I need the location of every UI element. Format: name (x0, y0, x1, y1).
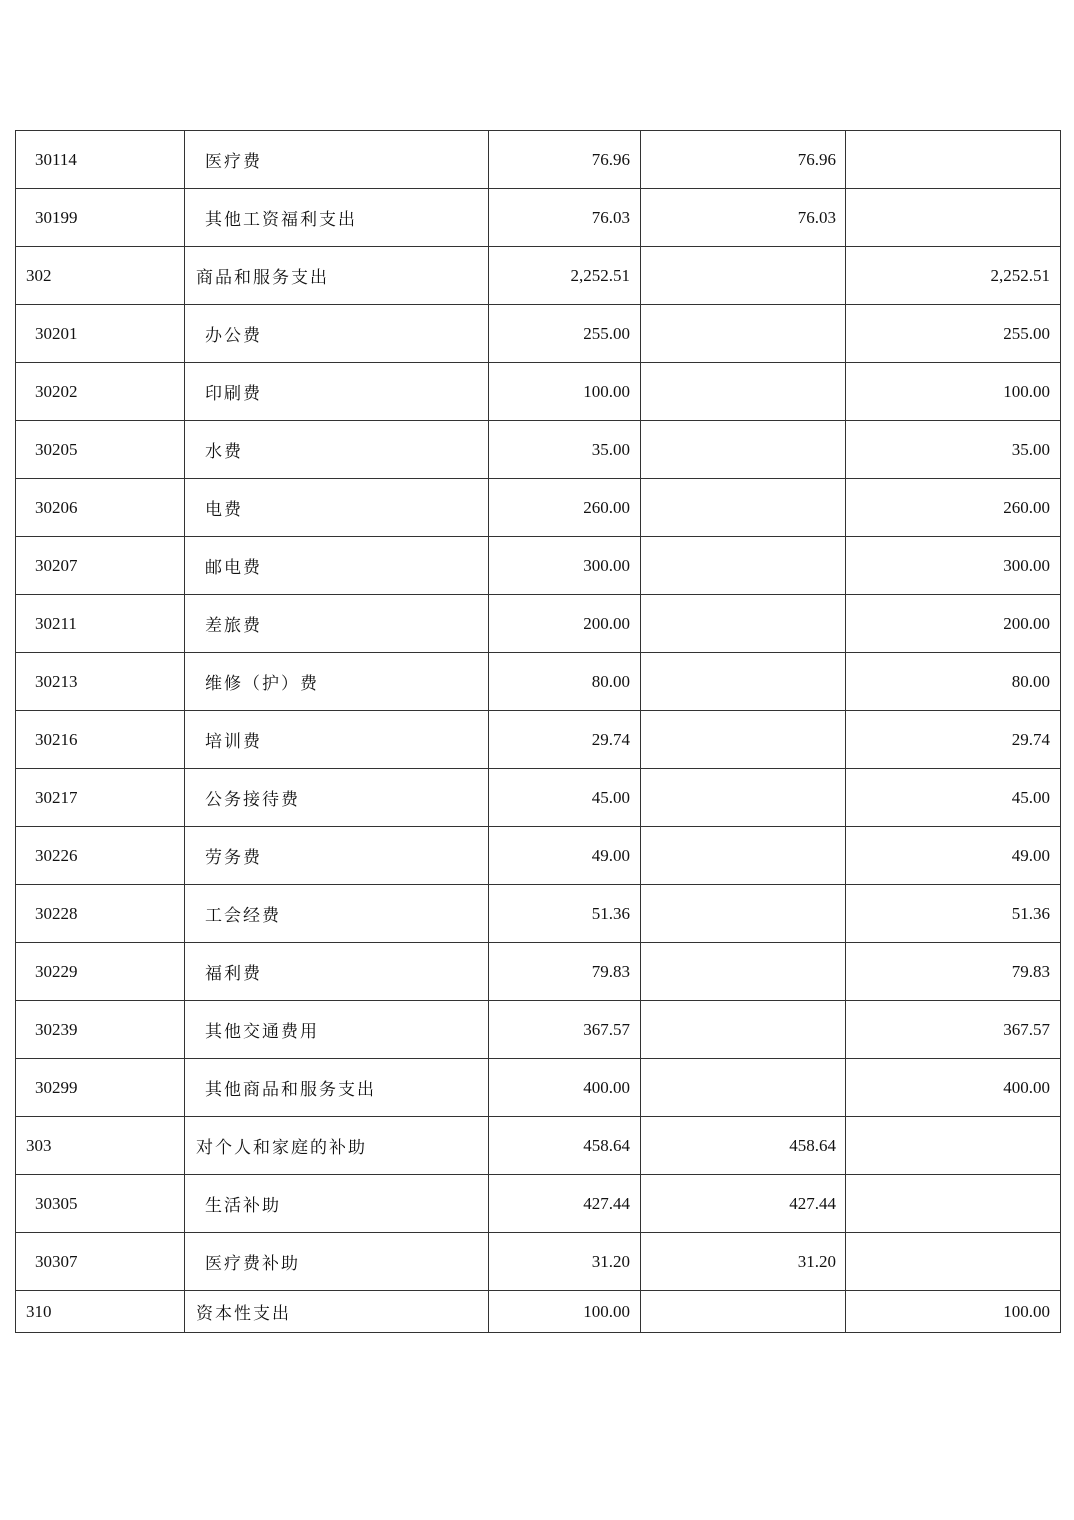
item-name-cell: 公务接待费 (185, 769, 489, 827)
total-amount-cell: 79.83 (489, 943, 641, 1001)
item-name-cell: 差旅费 (185, 595, 489, 653)
project-expenditure-cell (846, 189, 1061, 247)
table-row (16, 1291, 1061, 1333)
total-amount-cell: 260.00 (489, 479, 641, 537)
economic-code-cell: 30307 (16, 1233, 185, 1291)
basic-expenditure-cell (641, 479, 846, 537)
economic-code-cell: 30239 (16, 1001, 185, 1059)
table-row (16, 1175, 1061, 1233)
project-expenditure-cell: 35.00 (846, 421, 1061, 479)
economic-code-cell: 303 (16, 1117, 185, 1175)
total-amount-cell: 80.00 (489, 653, 641, 711)
economic-code-cell: 310 (16, 1291, 185, 1333)
total-amount-cell: 31.20 (489, 1233, 641, 1291)
economic-code-cell: 30199 (16, 189, 185, 247)
item-name-cell: 印刷费 (185, 363, 489, 421)
basic-expenditure-cell (641, 943, 846, 1001)
table-row (16, 421, 1061, 479)
table-row (16, 1233, 1061, 1291)
project-expenditure-cell: 80.00 (846, 653, 1061, 711)
basic-expenditure-cell (641, 537, 846, 595)
total-amount-cell: 367.57 (489, 1001, 641, 1059)
economic-code-cell: 30114 (16, 131, 185, 189)
project-expenditure-cell (846, 1117, 1061, 1175)
economic-code-cell: 30207 (16, 537, 185, 595)
item-name-cell: 医疗费 (185, 131, 489, 189)
total-amount-cell: 76.96 (489, 131, 641, 189)
total-amount-cell: 400.00 (489, 1059, 641, 1117)
project-expenditure-cell (846, 1175, 1061, 1233)
economic-code-cell: 30211 (16, 595, 185, 653)
table-row (16, 711, 1061, 769)
total-amount-cell: 100.00 (489, 1291, 641, 1333)
economic-code-cell: 302 (16, 247, 185, 305)
economic-code-cell: 30305 (16, 1175, 185, 1233)
economic-code-cell: 30299 (16, 1059, 185, 1117)
total-amount-cell: 200.00 (489, 595, 641, 653)
project-expenditure-cell: 100.00 (846, 363, 1061, 421)
total-amount-cell: 100.00 (489, 363, 641, 421)
basic-expenditure-cell (641, 421, 846, 479)
total-amount-cell: 49.00 (489, 827, 641, 885)
economic-code-cell: 30206 (16, 479, 185, 537)
total-amount-cell: 29.74 (489, 711, 641, 769)
item-name-cell: 其他工资福利支出 (185, 189, 489, 247)
basic-expenditure-cell (641, 885, 846, 943)
table-row (16, 131, 1061, 189)
item-name-cell: 电费 (185, 479, 489, 537)
basic-expenditure-cell: 76.96 (641, 131, 846, 189)
project-expenditure-cell: 79.83 (846, 943, 1061, 1001)
item-name-cell: 培训费 (185, 711, 489, 769)
table-body (16, 131, 1061, 1333)
basic-expenditure-cell (641, 1001, 846, 1059)
economic-code-cell: 30213 (16, 653, 185, 711)
total-amount-cell: 427.44 (489, 1175, 641, 1233)
economic-code-cell: 30229 (16, 943, 185, 1001)
table-row (16, 827, 1061, 885)
total-amount-cell: 458.64 (489, 1117, 641, 1175)
project-expenditure-cell: 367.57 (846, 1001, 1061, 1059)
basic-expenditure-cell (641, 595, 846, 653)
item-name-cell: 医疗费补助 (185, 1233, 489, 1291)
economic-code-cell: 30226 (16, 827, 185, 885)
total-amount-cell: 51.36 (489, 885, 641, 943)
item-name-cell: 商品和服务支出 (185, 247, 489, 305)
basic-expenditure-cell: 458.64 (641, 1117, 846, 1175)
table-row (16, 537, 1061, 595)
economic-code-cell: 30216 (16, 711, 185, 769)
table-row (16, 363, 1061, 421)
item-name-cell: 邮电费 (185, 537, 489, 595)
total-amount-cell: 300.00 (489, 537, 641, 595)
table-row (16, 305, 1061, 363)
project-expenditure-cell: 45.00 (846, 769, 1061, 827)
table-row (16, 943, 1061, 1001)
total-amount-cell: 2,252.51 (489, 247, 641, 305)
economic-code-cell: 30228 (16, 885, 185, 943)
item-name-cell: 劳务费 (185, 827, 489, 885)
item-name-cell: 其他交通费用 (185, 1001, 489, 1059)
basic-expenditure-cell: 76.03 (641, 189, 846, 247)
project-expenditure-cell: 255.00 (846, 305, 1061, 363)
total-amount-cell: 35.00 (489, 421, 641, 479)
basic-expenditure-cell (641, 305, 846, 363)
basic-expenditure-cell (641, 1059, 846, 1117)
table-row (16, 1001, 1061, 1059)
basic-expenditure-cell: 427.44 (641, 1175, 846, 1233)
economic-code-cell: 30201 (16, 305, 185, 363)
project-expenditure-cell: 300.00 (846, 537, 1061, 595)
economic-code-cell: 30217 (16, 769, 185, 827)
item-name-cell: 其他商品和服务支出 (185, 1059, 489, 1117)
total-amount-cell: 76.03 (489, 189, 641, 247)
project-expenditure-cell: 100.00 (846, 1291, 1061, 1333)
economic-code-cell: 30202 (16, 363, 185, 421)
item-name-cell: 资本性支出 (185, 1291, 489, 1333)
project-expenditure-cell: 51.36 (846, 885, 1061, 943)
basic-expenditure-cell (641, 1291, 846, 1333)
economic-code-cell: 30205 (16, 421, 185, 479)
basic-expenditure-cell (641, 363, 846, 421)
project-expenditure-cell: 400.00 (846, 1059, 1061, 1117)
item-name-cell: 办公费 (185, 305, 489, 363)
table-row (16, 653, 1061, 711)
item-name-cell: 维修（护）费 (185, 653, 489, 711)
table-row (16, 247, 1061, 305)
total-amount-cell: 45.00 (489, 769, 641, 827)
basic-expenditure-cell (641, 653, 846, 711)
table-row (16, 1117, 1061, 1175)
table-row (16, 769, 1061, 827)
budget-expenditure-table (15, 130, 1061, 1333)
item-name-cell: 水费 (185, 421, 489, 479)
project-expenditure-cell: 2,252.51 (846, 247, 1061, 305)
table-row (16, 885, 1061, 943)
project-expenditure-cell: 260.00 (846, 479, 1061, 537)
basic-expenditure-cell (641, 769, 846, 827)
basic-expenditure-cell (641, 247, 846, 305)
project-expenditure-cell: 200.00 (846, 595, 1061, 653)
total-amount-cell: 255.00 (489, 305, 641, 363)
basic-expenditure-cell (641, 827, 846, 885)
project-expenditure-cell: 49.00 (846, 827, 1061, 885)
item-name-cell: 生活补助 (185, 1175, 489, 1233)
table-row (16, 189, 1061, 247)
project-expenditure-cell (846, 1233, 1061, 1291)
basic-expenditure-cell (641, 711, 846, 769)
item-name-cell: 对个人和家庭的补助 (185, 1117, 489, 1175)
project-expenditure-cell (846, 131, 1061, 189)
item-name-cell: 福利费 (185, 943, 489, 1001)
table-row (16, 1059, 1061, 1117)
project-expenditure-cell: 29.74 (846, 711, 1061, 769)
basic-expenditure-cell: 31.20 (641, 1233, 846, 1291)
item-name-cell: 工会经费 (185, 885, 489, 943)
table-row (16, 595, 1061, 653)
table-row (16, 479, 1061, 537)
